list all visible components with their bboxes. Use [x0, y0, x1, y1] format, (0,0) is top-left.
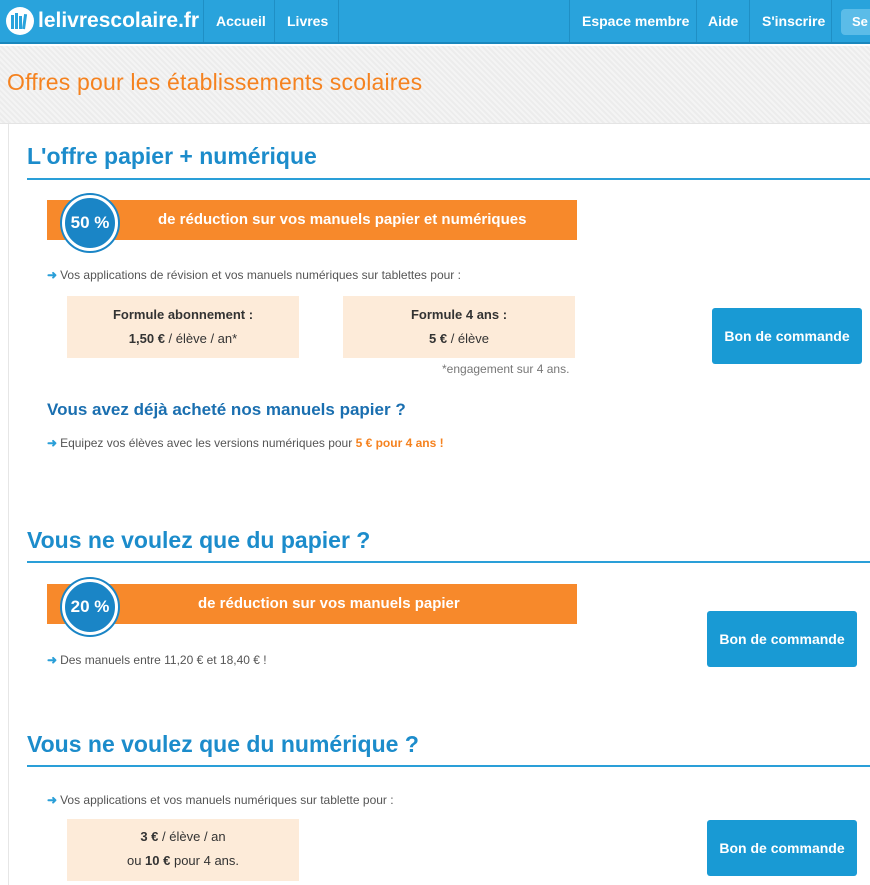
nav-divider: [338, 0, 339, 42]
content-left-border: [8, 124, 9, 885]
banner-text: de réduction sur vos manuels papier: [198, 595, 460, 612]
arrow-icon: ➜: [47, 653, 58, 667]
nav-accueil[interactable]: Accueil: [216, 13, 266, 29]
price-line-4-years: [67, 853, 299, 868]
formula-subscription-unit: / élève / an*: [164, 331, 238, 346]
formula-4-years-price-line: [343, 331, 575, 346]
top-navigation-bar: [0, 0, 870, 44]
price-line-annual: [67, 829, 299, 844]
intro-text: Vos applications de révision et vos manuels numériques sur tablettes pour :: [60, 268, 461, 282]
banner-text: de réduction sur vos manuels papier et numériques: [158, 211, 527, 228]
nav-divider: [569, 0, 570, 42]
page-title: Offres pour les établissements scolaires: [7, 69, 423, 95]
order-form-button-digital-only[interactable]: Bon de commande: [707, 820, 857, 876]
unit-annual: / élève / an: [158, 829, 226, 844]
nav-espace-membre[interactable]: Espace membre: [582, 13, 690, 29]
order-form-button-paper-only[interactable]: Bon de commande: [707, 611, 857, 667]
page-title-band: [0, 46, 870, 124]
already-bought-heading: Vous avez déjà acheté nos manuels papier ?: [47, 400, 406, 419]
engagement-footnote: *engagement sur 4 ans.: [442, 362, 570, 376]
paper-only-price-range: [47, 653, 267, 667]
formula-4-years-unit: / élève: [447, 331, 489, 346]
offer-text: Equipez vos élèves avec les versions numériques pour: [60, 436, 356, 450]
formula-subscription-box: [67, 296, 299, 358]
section-divider: [27, 178, 870, 180]
logo-text: lelivrescolaire.fr: [38, 9, 200, 32]
nav-divider: [749, 0, 750, 42]
already-bought-offer: [47, 436, 444, 450]
digital-only-price-box: [67, 819, 299, 881]
formula-4-years-title: Formule 4 ans :: [410, 307, 508, 322]
formula-4-years-box: [343, 296, 575, 358]
formula-subscription-price: 1,50 €: [128, 331, 165, 346]
nav-divider: [274, 0, 275, 42]
discount-badge-20: 20 %: [62, 579, 118, 635]
price-range-text: Des manuels entre 11,20 € et 18,40 € !: [60, 653, 267, 667]
arrow-icon: ➜: [47, 793, 58, 807]
offer-highlight: 5 € pour 4 ans !: [355, 436, 444, 450]
discount-banner-20: [47, 584, 577, 624]
nav-sinscrire[interactable]: S'inscrire: [762, 13, 826, 29]
price-4-years: 10 €: [145, 853, 171, 868]
paper-digital-intro: [47, 268, 461, 282]
section-title-digital-only: Vous ne voulez que du numérique ?: [27, 731, 419, 757]
or-label: ou: [126, 853, 146, 868]
intro-text: Vos applications et vos manuels numériques sur tablette pour :: [60, 793, 394, 807]
section-divider: [27, 765, 870, 767]
arrow-icon: ➜: [47, 436, 58, 450]
order-form-button-paper-digital[interactable]: Bon de commande: [712, 308, 862, 364]
digital-only-intro: [47, 793, 394, 807]
unit-4-years: pour 4 ans.: [170, 853, 240, 868]
price-annual: 3 €: [140, 829, 159, 844]
site-logo[interactable]: [6, 7, 199, 35]
formula-subscription-title: Formule abonnement :: [112, 307, 254, 322]
nav-aide[interactable]: Aide: [708, 13, 739, 29]
discount-banner-50: [47, 200, 577, 240]
formula-4-years-price: 5 €: [429, 331, 448, 346]
search-button[interactable]: Se: [841, 9, 870, 35]
section-title-paper-only: Vous ne voulez que du papier ?: [27, 527, 371, 553]
section-divider: [27, 561, 870, 563]
nav-livres[interactable]: Livres: [287, 13, 329, 29]
nav-divider: [696, 0, 697, 42]
nav-divider: [831, 0, 832, 42]
formula-subscription-price-line: [67, 331, 299, 346]
section-title-paper-digital: L'offre papier + numérique: [27, 143, 317, 169]
nav-divider: [203, 0, 204, 42]
arrow-icon: ➜: [47, 268, 58, 282]
discount-badge-50: 50 %: [62, 195, 118, 251]
books-icon: [6, 7, 34, 35]
